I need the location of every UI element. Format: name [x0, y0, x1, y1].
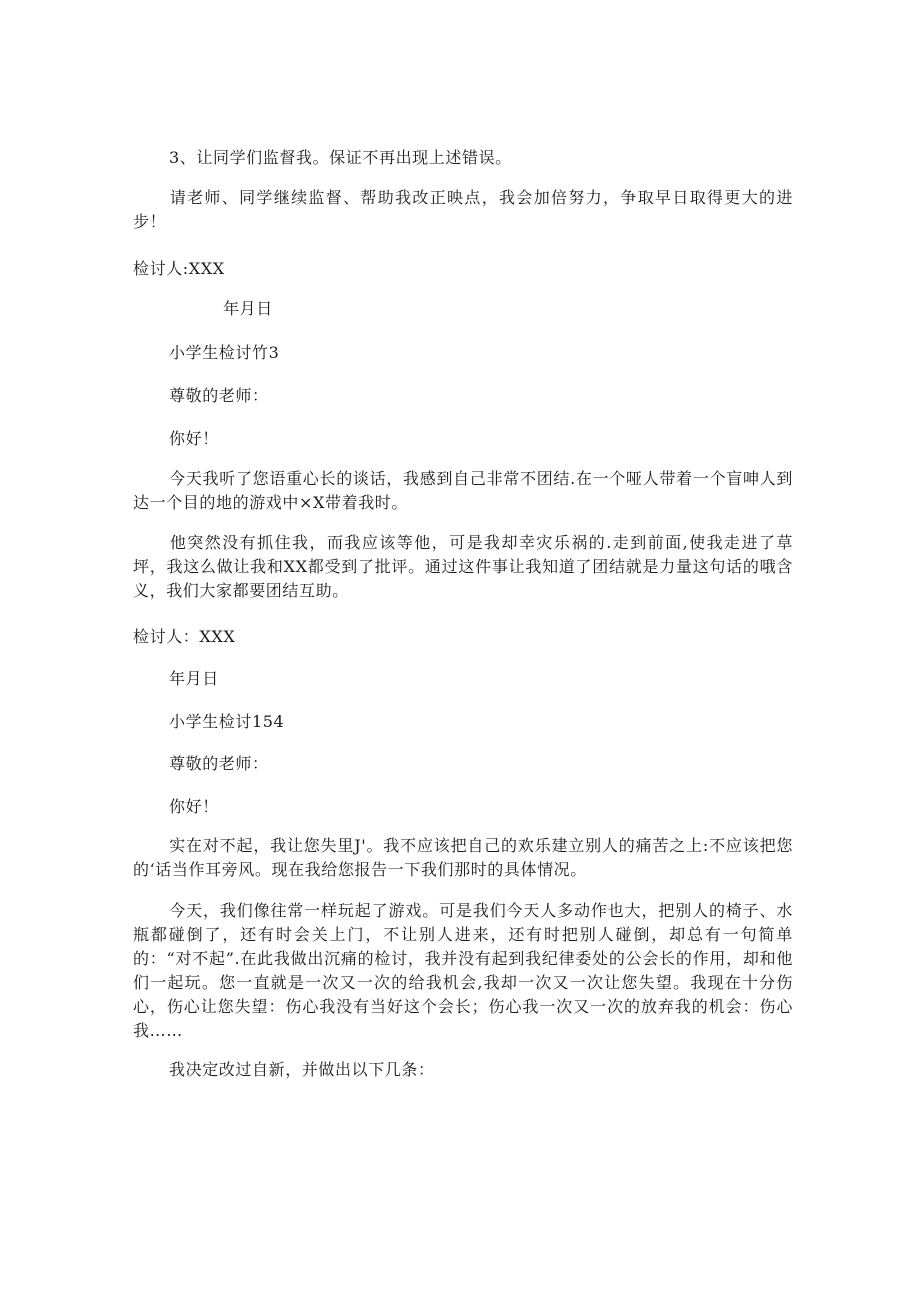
- paragraph-text: 他突然没有抓住我，而我应该等他，可是我却幸灾乐祸的.走到前面,使我走进了草坪，我这么做让我和XX都受到了批评。通过这件事让我知道了团结就是力量这句话的哦含义，我们大家都要团结互助。: [133, 533, 793, 600]
- signature-line: 检讨人：XXX: [133, 627, 236, 646]
- section-title: 小学生检讨154: [169, 712, 285, 731]
- paragraph-text: 今天我听了您语重心长的谈话，我感到自己非常不团结.在一个哑人带着一个盲呻人到达一个目的地的游戏中×X带着我时。: [133, 469, 793, 512]
- paragraph-text: 实在对不起，我让您失里J'。我不应该把自己的欢乐建立别人的痛苦之上:不应该把您的‘话当作耳旁风。现在我给您报告一下我们那时的具体情况。: [133, 836, 793, 879]
- signature-line: 检讨人:XXX: [133, 259, 225, 278]
- paragraph-continue-supervise: [133, 186, 793, 234]
- paragraph-reflection: [133, 531, 793, 603]
- salutation: 尊敬的老师：: [169, 754, 269, 773]
- date-line: 年月日: [223, 299, 273, 318]
- paragraph-incident: [133, 899, 793, 1043]
- paragraph-game-story: [133, 467, 793, 515]
- salutation: 尊敬的老师：: [169, 386, 269, 405]
- list-item-3: 3、让同学们监督我。保证不再出现上述错误。: [169, 148, 512, 167]
- date-line: 年月日: [169, 669, 219, 688]
- paragraph-apology: [133, 834, 793, 882]
- section-title: 小学生检讨竹3: [169, 343, 280, 362]
- paragraph-text: 今天，我们像往常一样玩起了游戏。可是我们今天人多动作也大，把别人的椅子、水瓶都碰倒了，还有时会关上门，不让别人进来，还有时把别人碰倒，却总有一句简单的：“对不起”.在此我做出沉痛的检讨，我并没有起到我纪律委处的公会长的作用，却和他们一起玩。您一直就是一次又一次的给我机会,我却一次又一次让您失望。我现在十分伤心，伤心让您失望：伤心我没有当好这个会长；伤心我一次又一次的放弃我的机会：伤心我……: [133, 901, 793, 1040]
- greeting: 你好！: [169, 797, 219, 816]
- paragraph-resolution: 我决定改过自新，并做出以下几条：: [169, 1060, 435, 1079]
- paragraph-text: 请老师、同学继续监督、帮助我改正映点，我会加倍努力，争取早日取得更大的进步！: [133, 188, 793, 231]
- greeting: 你好！: [169, 429, 219, 448]
